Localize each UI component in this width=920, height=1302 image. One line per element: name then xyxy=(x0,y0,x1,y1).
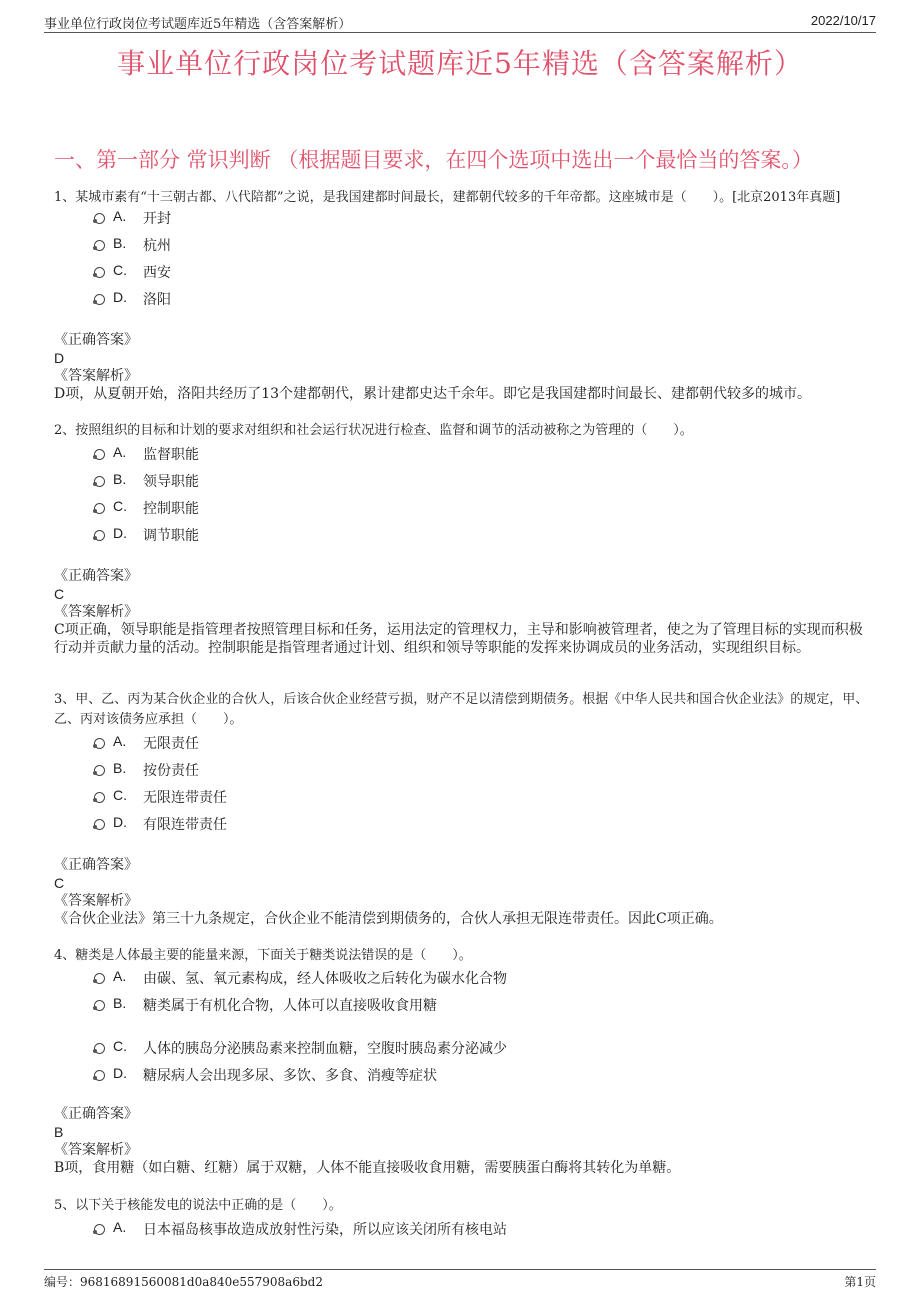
radio-icon[interactable] xyxy=(94,476,105,487)
radio-icon[interactable] xyxy=(94,240,105,251)
explanation-label: 《答案解析》 xyxy=(54,893,138,909)
answer-value: C xyxy=(54,586,65,602)
radio-icon[interactable] xyxy=(94,738,105,749)
answer-value: D xyxy=(54,350,65,366)
question-text: 4、糖类是人体最主要的能量来源，下面关于糖类说法错误的是（ ）。 xyxy=(54,948,472,963)
question-text: 3、甲、乙、丙为某合伙企业的合伙人，后该合伙企业经营亏损，财产不足以清偿到期债务。根据《中华人民共和国合伙企业法》的规定，甲、乙、丙对该债务应承担（ ）。 xyxy=(54,692,869,727)
radio-icon[interactable] xyxy=(94,530,105,541)
page-header xyxy=(44,10,876,33)
radio-icon[interactable] xyxy=(94,765,105,776)
radio-icon[interactable] xyxy=(94,1224,105,1235)
explanation-label: 《答案解析》 xyxy=(54,1142,138,1158)
radio-icon[interactable] xyxy=(94,294,105,305)
question-2 xyxy=(54,421,872,441)
question-5 xyxy=(54,1196,872,1216)
radio-icon[interactable] xyxy=(94,449,105,460)
radio-icon[interactable] xyxy=(94,213,105,224)
radio-icon[interactable] xyxy=(94,503,105,514)
document-title: 事业单位行政岗位考试题库近5年精选（含答案解析） xyxy=(117,47,803,80)
explanation-text: 《合伙企业法》第三十九条规定，合伙企业不能清偿到期债务的，合伙人承担无限连带责任。因此C项正确。 xyxy=(54,911,723,927)
explanation-label: 《答案解析》 xyxy=(54,604,138,620)
question-text: 2、按照组织的目标和计划的要求对组织和社会运行状况进行检查、监督和调节的活动被称之为管理的（ ）。 xyxy=(54,423,693,438)
document-id: 编号：96816891560081d0a840e557908a6bd2 xyxy=(44,1275,323,1289)
answer-block-2 xyxy=(54,567,874,657)
radio-icon[interactable] xyxy=(94,819,105,830)
question-3 xyxy=(54,690,872,730)
question-4 xyxy=(54,946,872,966)
radio-icon[interactable] xyxy=(94,792,105,803)
answer-block-1 xyxy=(54,331,874,403)
radio-icon[interactable] xyxy=(94,973,105,984)
section-heading: 一、第一部分 常识判断 （根据题目要求，在四个选项中选出一个最恰当的答案。） xyxy=(54,148,813,172)
page-number: 第1页 xyxy=(844,1275,876,1289)
question-1 xyxy=(54,188,872,208)
header-doc-title: 事业单位行政岗位考试题库近5年精选（含答案解析） xyxy=(44,17,352,32)
answer-value: B xyxy=(54,1124,64,1140)
explanation-text: B项，食用糖（如白糖、红糖）属于双糖，人体不能直接吸收食用糖，需要胰蛋白酶将其转化为单糖。 xyxy=(54,1160,681,1176)
explanation-text: C项正确，领导职能是指管理者按照管理目标和任务，运用法定的管理权力，主导和影响被管理者，使之为了管理目标的实现而积极行动并贡献力量的活动。控制职能是指管理者通过计划、组织和领导等职能的发挥来协调成员的业务活动，实现组织目标。 xyxy=(54,622,863,656)
radio-icon[interactable] xyxy=(94,1070,105,1081)
answer-label: 《正确答案》 xyxy=(54,857,138,873)
answer-block-3 xyxy=(54,856,874,928)
answer-value: C xyxy=(54,875,65,891)
radio-icon[interactable] xyxy=(94,1000,105,1011)
radio-icon[interactable] xyxy=(94,1043,105,1054)
answer-block-4 xyxy=(54,1105,874,1177)
question-text: 1、某城市素有“十三朝古都、八代陪都”之说，是我国建都时间最长，建都朝代较多的千年帝都。这座城市是（ ）。[北京2013年真题] xyxy=(54,190,841,205)
explanation-text: D项，从夏朝开始，洛阳共经历了13个建都朝代，累计建都史达千余年。即它是我国建都时间最长、建都朝代较多的城市。 xyxy=(54,386,812,402)
explanation-label: 《答案解析》 xyxy=(54,368,138,384)
answer-label: 《正确答案》 xyxy=(54,332,138,348)
header-date: 2022/10/17 xyxy=(810,13,876,28)
question-text: 5、以下关于核能发电的说法中正确的是（ ）。 xyxy=(54,1198,342,1213)
answer-label: 《正确答案》 xyxy=(54,1106,138,1122)
page-footer xyxy=(44,1269,876,1290)
radio-icon[interactable] xyxy=(94,267,105,278)
answer-label: 《正确答案》 xyxy=(54,568,138,584)
